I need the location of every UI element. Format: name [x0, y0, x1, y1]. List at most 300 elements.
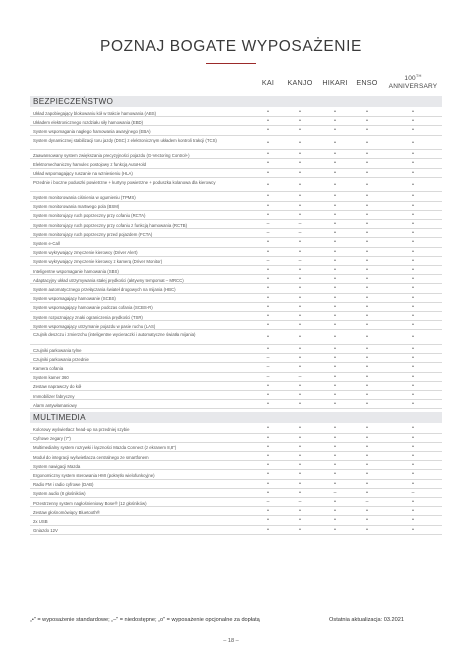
- row-value: •: [299, 313, 301, 319]
- row-value: •: [334, 499, 336, 505]
- row-value: –: [266, 364, 270, 371]
- table-row: [30, 192, 442, 201]
- row-value: •: [334, 248, 336, 255]
- column-header-enso: ENSO: [356, 78, 378, 87]
- table-row: [30, 126, 442, 135]
- row-label: Przednie i boczne poduszki powietrzne + kurtyny powietrzne + poduszka kolanowa dla kierowcy: [33, 179, 216, 185]
- row-value: •: [412, 443, 414, 450]
- row-value: •: [267, 453, 269, 459]
- row-label: System kamer 360: [33, 375, 69, 381]
- table-row: [30, 220, 442, 229]
- row-value: •: [412, 285, 414, 292]
- row-value: •: [412, 257, 414, 264]
- row-value: •: [366, 248, 368, 255]
- row-value: •: [267, 489, 269, 496]
- row-value: •: [366, 169, 368, 176]
- row-value: •: [267, 425, 269, 432]
- table-row: [30, 382, 442, 391]
- row-value: •: [299, 202, 301, 209]
- row-value: •: [412, 382, 414, 389]
- row-value: •: [267, 392, 269, 398]
- row-value: •: [267, 160, 269, 167]
- row-value: •: [267, 118, 269, 125]
- row-value: •: [334, 109, 336, 115]
- row-value: •: [412, 160, 414, 167]
- row-value: •: [267, 248, 269, 255]
- row-value: •: [334, 480, 336, 487]
- row-value: •: [267, 401, 269, 408]
- row-label: Radio FM i radio cyfrowe (DAB): [33, 482, 94, 488]
- row-value: •: [334, 453, 336, 459]
- row-value: •: [299, 322, 301, 329]
- row-value: •: [299, 303, 301, 310]
- row-value: •: [334, 181, 336, 188]
- table-row: [30, 452, 442, 461]
- column-header-kanjo: KANJO: [287, 78, 313, 87]
- row-value: •: [299, 480, 301, 487]
- row-value: •: [366, 127, 368, 134]
- row-value: •: [299, 508, 301, 515]
- row-value: •: [412, 127, 414, 134]
- row-label: System wykrywający zmęczenie kierowcy (Driver Alert): [33, 250, 138, 256]
- row-label: System monitorowania ciśnienia w ogumieniu (TPMS): [33, 194, 136, 200]
- row-label: Moduł do integracji wyświetlacza centralnego ze smartfonem: [33, 454, 149, 460]
- row-value: •: [267, 462, 269, 469]
- row-value: •: [366, 526, 368, 533]
- table-row: [30, 424, 442, 433]
- row-value: •: [267, 303, 269, 310]
- row-label: System audio (8 głośników): [33, 491, 86, 497]
- table-row: [30, 294, 442, 303]
- row-value: •: [299, 364, 301, 371]
- row-label: System automatycznego przełączania świateł drogowych na mijania (HBC): [33, 286, 176, 292]
- row-label: System wspomagający utrzymanie pojazdu w pasie ruchu (LAS): [33, 323, 156, 329]
- row-value: •: [366, 355, 368, 362]
- table-row: [30, 312, 442, 321]
- row-value: •: [412, 434, 414, 441]
- row-value: •: [412, 526, 414, 533]
- row-value: •: [366, 401, 368, 408]
- row-value: •: [412, 276, 414, 283]
- row-value: •: [267, 169, 269, 176]
- table-row: [30, 117, 442, 126]
- row-label: 2x USB: [33, 518, 48, 524]
- table-row: [30, 480, 442, 489]
- row-value: •: [366, 267, 368, 273]
- row-value: •: [412, 230, 414, 237]
- table-row: [30, 443, 442, 452]
- table-row: [30, 159, 442, 168]
- row-value: •: [366, 193, 368, 200]
- row-value: –: [298, 230, 302, 237]
- row-label: Zaawansowany system zwiększania precyzyjności pojazdu (G-Vectoring Control+): [33, 152, 190, 158]
- page-title: POZNAJ BOGATE WYPOSAŻENIE: [100, 38, 362, 55]
- row-label: Układ zapobiegający blokowaniu kół w trakcie hamowania (ABS): [33, 110, 157, 116]
- row-value: •: [334, 322, 336, 329]
- table-row: [30, 238, 442, 247]
- row-value: –: [266, 499, 270, 505]
- row-label: Czujniki parkowania tylne: [33, 347, 82, 353]
- table-row: [30, 303, 442, 312]
- row-value: •: [366, 313, 368, 319]
- row-value: •: [334, 526, 336, 533]
- row-value: •: [334, 471, 336, 478]
- table-row: [30, 284, 442, 293]
- row-value: •: [267, 334, 269, 341]
- row-value: •: [366, 382, 368, 389]
- row-label: System monitorujący ruch poprzeczny przy cofaniu z funkcją hamowania (RCTB): [33, 222, 188, 228]
- row-value: •: [412, 425, 414, 432]
- row-value: •: [334, 434, 336, 441]
- row-value: •: [366, 453, 368, 459]
- row-value: •: [412, 322, 414, 329]
- row-label: Ergonomiczny system sterowania HMI (pokrętło wielofunkcyjne): [33, 472, 155, 478]
- table-row: [30, 202, 442, 211]
- row-label: Immobilizer fabryczny: [33, 393, 75, 399]
- row-value: •: [299, 248, 301, 255]
- row-value: •: [299, 443, 301, 450]
- row-value: •: [412, 355, 414, 362]
- row-value: •: [334, 193, 336, 200]
- row-value: •: [366, 257, 368, 264]
- row-value: –: [266, 257, 270, 264]
- row-value: •: [412, 267, 414, 273]
- row-value: •: [334, 230, 336, 237]
- row-value: •: [366, 109, 368, 115]
- row-value: •: [267, 346, 269, 352]
- row-value: •: [366, 462, 368, 469]
- row-value: •: [412, 471, 414, 478]
- row-value: •: [412, 221, 414, 227]
- row-label: System monitorujący ruch poprzeczny przed pojazdem (FCTA): [33, 231, 153, 237]
- row-value: •: [334, 160, 336, 167]
- row-value: •: [366, 346, 368, 352]
- legend-note: „•" = wyposażenie standardowe; „–" = niedostępne; „o" = wyposażenie opcjonalne za dopłatą: [30, 617, 260, 623]
- row-value: •: [366, 181, 368, 188]
- row-value: •: [334, 127, 336, 134]
- row-value: •: [334, 257, 336, 264]
- row-value: •: [334, 303, 336, 310]
- row-value: •: [412, 517, 414, 524]
- table-row: [30, 516, 442, 525]
- row-label: Czujniki parkowania przednie: [33, 356, 89, 362]
- table-row: [30, 434, 442, 443]
- row-value: •: [412, 453, 414, 459]
- row-label: System rozpoznający znaki ograniczenia prędkości (TSR): [33, 314, 143, 320]
- row-value: •: [366, 303, 368, 310]
- row-value: •: [267, 471, 269, 478]
- row-value: •: [267, 313, 269, 319]
- row-value: •: [267, 443, 269, 450]
- row-value: •: [412, 109, 414, 115]
- row-value: •: [299, 118, 301, 125]
- row-value: •: [366, 489, 368, 496]
- row-value: •: [267, 294, 269, 301]
- row-value: •: [334, 151, 336, 158]
- row-value: •: [267, 193, 269, 200]
- row-value: •: [267, 517, 269, 524]
- table-row: [30, 211, 442, 220]
- row-value: •: [267, 127, 269, 134]
- row-value: –: [266, 230, 270, 237]
- row-value: •: [267, 480, 269, 487]
- row-value: •: [412, 169, 414, 176]
- row-value: •: [299, 346, 301, 352]
- row-value: •: [299, 392, 301, 398]
- row-value: •: [299, 169, 301, 176]
- row-value: •: [412, 313, 414, 319]
- row-value: •: [334, 355, 336, 362]
- table-row: [30, 363, 442, 372]
- table-row: [30, 229, 442, 238]
- row-value: –: [266, 221, 270, 227]
- row-value: •: [366, 425, 368, 432]
- row-value: •: [334, 139, 336, 146]
- row-value: •: [299, 276, 301, 283]
- row-value: •: [412, 202, 414, 209]
- row-value: •: [366, 151, 368, 158]
- row-value: •: [299, 334, 301, 341]
- row-value: •: [299, 526, 301, 533]
- table-row: [30, 330, 442, 345]
- row-value: •: [366, 517, 368, 524]
- table-row: [30, 257, 442, 266]
- row-value: •: [299, 401, 301, 408]
- row-value: •: [267, 276, 269, 283]
- row-value: •: [299, 239, 301, 246]
- table-row: [30, 373, 442, 382]
- table-row: [30, 169, 442, 178]
- column-header-kai: KAI: [261, 78, 275, 87]
- row-value: –: [411, 489, 415, 496]
- row-value: •: [267, 526, 269, 533]
- row-value: •: [366, 480, 368, 487]
- table-row: [30, 248, 442, 257]
- row-value: •: [366, 211, 368, 218]
- row-label: System e-Call: [33, 240, 60, 246]
- row-value: •: [299, 267, 301, 273]
- table-row: [30, 108, 442, 117]
- row-value: •: [412, 346, 414, 352]
- row-value: •: [334, 373, 336, 380]
- row-value: •: [334, 334, 336, 341]
- row-label: Multimedialny system rozrywki i łączności Mazda Connect (z ekranem 8,8"): [33, 445, 177, 451]
- row-value: •: [299, 489, 301, 496]
- page-number: – 18 –: [223, 638, 239, 644]
- row-value: •: [334, 517, 336, 524]
- row-value: •: [412, 499, 414, 505]
- table-row: [30, 489, 442, 498]
- row-value: •: [366, 221, 368, 227]
- section-header: BEZPIECZEŃSTWO: [30, 96, 442, 107]
- table-row: [30, 354, 442, 363]
- row-value: •: [412, 508, 414, 515]
- row-value: –: [266, 355, 270, 362]
- row-value: •: [334, 462, 336, 469]
- row-value: •: [334, 401, 336, 408]
- row-value: –: [298, 257, 302, 264]
- row-label: System wspomagający hamowanie podczas cofania (SCBS-R): [33, 305, 153, 311]
- row-label: Elektromechaniczny hamulec postojowy z funkcją AutoHold: [33, 161, 146, 167]
- anniversary-suffix: TH: [415, 73, 422, 78]
- row-value: •: [366, 322, 368, 329]
- row-label: Przestrzenny system nagłośnieniowy Bose® (12 głośników): [33, 500, 147, 506]
- row-label: Układem elektronicznego rozdziału siły hamowania (EBD): [33, 119, 144, 125]
- row-value: •: [334, 285, 336, 292]
- row-value: •: [267, 181, 269, 188]
- row-value: •: [334, 118, 336, 125]
- row-value: •: [267, 109, 269, 115]
- last-update: Ostatnia aktualizacja: 03.2021: [329, 617, 404, 623]
- row-value: •: [299, 127, 301, 134]
- row-label: System dynamicznej stabilizacji toru jazdy (DSC) z elektronicznym układem kontroli trakcji (TCS): [33, 137, 217, 143]
- row-value: •: [299, 453, 301, 459]
- row-value: •: [412, 118, 414, 125]
- table-row: [30, 266, 442, 275]
- anniversary-word: ANNIVERSARY: [388, 83, 438, 91]
- row-value: •: [412, 462, 414, 469]
- row-value: •: [366, 508, 368, 515]
- row-value: •: [267, 508, 269, 515]
- row-value: –: [266, 373, 270, 380]
- row-value: •: [334, 382, 336, 389]
- row-value: •: [412, 334, 414, 341]
- row-value: •: [366, 364, 368, 371]
- row-value: •: [412, 248, 414, 255]
- row-label: System wspomagania nagłego hamowania awaryjnego (EBA): [33, 128, 151, 134]
- row-label: Gniazdo 12V: [33, 528, 58, 534]
- table-row: [30, 275, 442, 284]
- row-value: •: [366, 160, 368, 167]
- row-value: •: [267, 434, 269, 441]
- row-value: •: [366, 285, 368, 292]
- row-value: –: [333, 489, 337, 496]
- row-value: •: [299, 211, 301, 218]
- row-value: •: [412, 303, 414, 310]
- table-row: [30, 150, 442, 159]
- row-value: •: [412, 181, 414, 188]
- row-value: •: [267, 139, 269, 146]
- row-value: •: [267, 151, 269, 158]
- row-value: •: [412, 401, 414, 408]
- row-value: •: [334, 313, 336, 319]
- row-label: Układ wspomagający ruszanie na wzniesieniu (HLA): [33, 171, 133, 177]
- row-value: •: [299, 160, 301, 167]
- table-row: [30, 391, 442, 400]
- table-row: [30, 470, 442, 479]
- row-value: •: [366, 139, 368, 146]
- row-label: Zestaw naprawczy do kół: [33, 384, 82, 390]
- row-value: •: [412, 294, 414, 301]
- row-value: •: [334, 211, 336, 218]
- section-header: MULTIMEDIA: [30, 412, 442, 423]
- row-value: •: [366, 392, 368, 398]
- row-value: •: [299, 294, 301, 301]
- row-label: Adaptacyjny układ utrzymywania stałej prędkości (aktywny tempomat – MRCC): [33, 277, 184, 283]
- row-value: •: [412, 480, 414, 487]
- row-value: •: [412, 364, 414, 371]
- row-value: •: [334, 239, 336, 246]
- row-value: •: [366, 471, 368, 478]
- column-header-hikari: HIKARI: [322, 78, 348, 87]
- row-label: System wykrywający zmęczenie kierowcy z kamerą (Driver Monitor): [33, 259, 163, 265]
- row-value: •: [299, 517, 301, 524]
- row-label: Kamera cofania: [33, 365, 64, 371]
- row-value: –: [365, 499, 369, 505]
- row-value: •: [366, 118, 368, 125]
- row-value: –: [298, 221, 302, 227]
- row-value: •: [299, 355, 301, 362]
- table-row: [30, 321, 442, 330]
- row-value: •: [299, 193, 301, 200]
- row-value: •: [299, 425, 301, 432]
- row-label: System monitorujący ruch poprzeczny przy cofaniu (RCTA): [33, 213, 146, 219]
- row-label: System wspomagający hamowanie (SCBS): [33, 296, 116, 302]
- row-label: Inteligentne wspomaganie hamowania (SBS): [33, 268, 119, 274]
- row-label: System monitorowania martwego pola (BSM): [33, 204, 120, 210]
- row-value: •: [412, 373, 414, 380]
- row-value: •: [334, 202, 336, 209]
- row-value: •: [412, 193, 414, 200]
- row-value: •: [366, 443, 368, 450]
- row-value: •: [412, 139, 414, 146]
- row-value: •: [299, 382, 301, 389]
- table-row: [30, 136, 442, 151]
- row-label: Kolorowy wyświetlacz head-up na przedniej szybie: [33, 426, 130, 432]
- row-label: System nawigacji Mazda: [33, 463, 81, 469]
- table-row: [30, 507, 442, 516]
- row-label: Zestaw głośnomówiący Bluetooth®: [33, 509, 100, 515]
- row-value: •: [366, 202, 368, 209]
- row-label: Czujnik deszczu i zmierzchu (inteligentne wycieraczki i automatyczne światła mijania): [33, 332, 196, 338]
- row-value: –: [298, 499, 302, 505]
- row-value: •: [412, 239, 414, 246]
- row-value: •: [412, 392, 414, 398]
- row-value: •: [334, 221, 336, 227]
- row-value: •: [299, 139, 301, 146]
- row-value: •: [366, 434, 368, 441]
- row-value: •: [267, 202, 269, 209]
- table-row: [30, 498, 442, 507]
- row-label: Alarm antywłamaniowy: [33, 402, 77, 408]
- anniversary-number: 100: [404, 75, 416, 83]
- row-value: •: [334, 294, 336, 301]
- row-value: •: [267, 322, 269, 329]
- row-value: •: [299, 434, 301, 441]
- row-value: •: [267, 211, 269, 218]
- row-value: •: [299, 109, 301, 115]
- row-value: •: [412, 151, 414, 158]
- row-value: •: [299, 285, 301, 292]
- title-divider: [206, 63, 256, 64]
- row-value: •: [299, 462, 301, 469]
- table-row: [30, 178, 442, 193]
- row-value: •: [366, 294, 368, 301]
- row-value: •: [267, 285, 269, 292]
- row-value: •: [334, 276, 336, 283]
- row-value: •: [334, 508, 336, 515]
- row-value: –: [298, 373, 302, 380]
- row-value: •: [334, 346, 336, 352]
- row-value: •: [366, 373, 368, 380]
- table-row: [30, 400, 442, 409]
- row-value: •: [334, 392, 336, 398]
- row-value: •: [267, 382, 269, 389]
- row-value: •: [366, 239, 368, 246]
- row-value: •: [299, 151, 301, 158]
- row-value: •: [334, 169, 336, 176]
- column-header-anniversary: [382, 72, 444, 90]
